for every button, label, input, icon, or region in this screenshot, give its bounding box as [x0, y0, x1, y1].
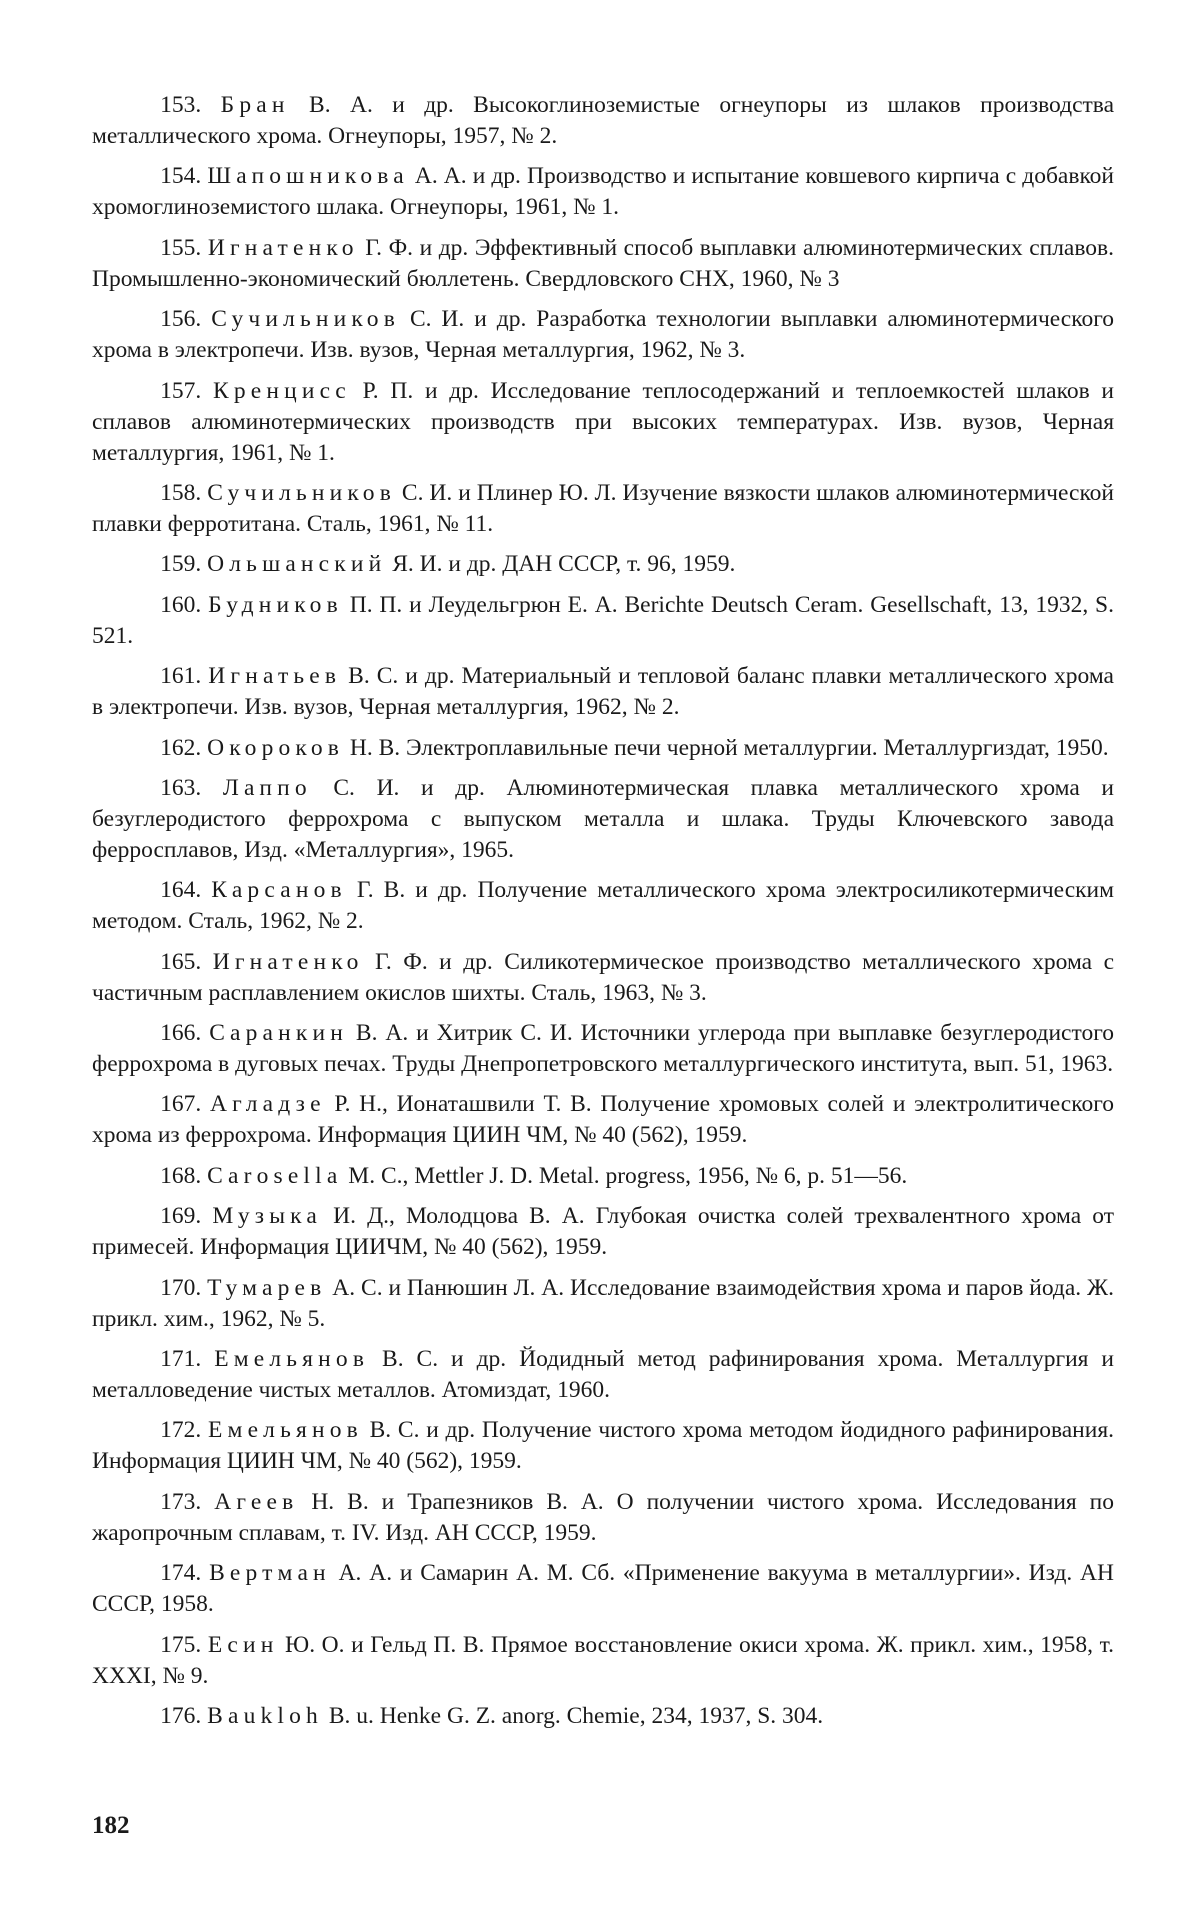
reference-text: В. А. и Хитрик С. И. Источники углерода при выплавке безуглеродистого феррохрома в дуговых печах. Труды Днепропетровского металлургического института, вып. 51, 1963. — [92, 1020, 1114, 1078]
reference-text: И. Д., Молодцова В. А. Глубокая очистка солей трехвалентного хрома от примесей. Информация ЦИИЧМ, № 40 (562), 1959. — [92, 1203, 1114, 1261]
reference-number: 164. — [160, 877, 202, 904]
reference-entry — [92, 1344, 1114, 1406]
reference-text: В. А. и др. Высокоглиноземистые огнеупоры из шлаков производства металлического хрома. Огнеупоры, 1957, № 2. — [92, 92, 1115, 149]
reference-number: 172. — [160, 1417, 202, 1444]
reference-number: 176. — [160, 1702, 202, 1729]
reference-entry — [92, 549, 1114, 580]
reference-author: Агеев — [214, 1488, 299, 1515]
reference-number: 155. — [160, 234, 202, 261]
reference-entry — [92, 1487, 1114, 1549]
reference-entry — [92, 773, 1114, 866]
reference-entry — [92, 661, 1114, 723]
reference-author: Тумарев — [207, 1274, 327, 1301]
reference-text: M. C., Mettler J. D. Metal. progress, 1956, № 6, p. 51—56. — [342, 1162, 908, 1189]
reference-author: Будников — [208, 591, 343, 618]
reference-number: 169. — [160, 1203, 202, 1230]
reference-entry — [92, 947, 1114, 1009]
reference-number: 162. — [160, 734, 202, 761]
reference-entry — [92, 733, 1114, 764]
reference-text: С. И. и др. Алюминотермическая плавка металлического хрома и безуглеродистого феррохрома с выпуском металла и шлака. Труды Ключевского завода ферросплавов, Изд. «Металлургия», 1965. — [92, 774, 1115, 863]
reference-text: В. С. и др. Материальный и тепловой баланс плавки металлического хрома в электропечи. Изв. вузов, Черная металлургия, 1962, № 2. — [92, 663, 1114, 721]
reference-entry — [92, 1161, 1114, 1192]
reference-entry — [92, 90, 1114, 152]
reference-text: Р. П. и др. Исследование теплосодержаний и теплоемкостей шлаков и сплавов алюминотермических производств при высоких температурах. Изв. вузов, Черная металлургия, 1961, № 1. — [92, 377, 1115, 466]
reference-entry — [92, 1201, 1114, 1263]
reference-text: А. С. и Панюшин Л. А. Исследование взаимодействия хрома и паров йода. Ж. прикл. хим., 1962, № 5. — [92, 1274, 1114, 1332]
reference-author: Музыка — [212, 1203, 323, 1230]
reference-author: Сучильников — [211, 306, 400, 333]
reference-author: Бран — [220, 92, 290, 118]
reference-author: Есин — [207, 1631, 279, 1658]
reference-text: С. И. и Плинер Ю. Л. Изучение вязкости шлаков алюминотермической плавки ферротитана. Сталь, 1961, № 11. — [92, 479, 1114, 537]
reference-author: Carosella — [207, 1162, 343, 1189]
reference-number: 168. — [160, 1162, 202, 1189]
reference-list — [92, 90, 1114, 1741]
reference-entry — [92, 376, 1114, 469]
reference-entry — [92, 875, 1114, 937]
reference-entry — [92, 1089, 1114, 1151]
reference-text: Я. И. и др. ДАН СССР, т. 96, 1959. — [386, 551, 736, 578]
reference-author: Кренцисс — [213, 377, 351, 404]
reference-author: Baukloh — [207, 1702, 323, 1729]
reference-author: Саранкин — [209, 1020, 348, 1047]
reference-author: Карсанов — [211, 877, 347, 904]
reference-text: Г. Ф. и др. Эффективный способ выплавки алюминотермических сплавов. Промышленно-экономический бюллетень. Свердловского СНХ, 1960, № 3 — [92, 234, 1115, 292]
reference-entry — [92, 590, 1114, 652]
reference-text: Р. Н., Ионаташвили Т. В. Получение хромовых солей и электролитического хрома из феррохрома. Информация ЦИИН ЧМ, № 40 (562), 1959. — [92, 1091, 1115, 1149]
reference-entry — [92, 1018, 1114, 1080]
reference-number: 167. — [160, 1091, 202, 1118]
reference-number: 173. — [160, 1488, 202, 1515]
reference-entry — [92, 161, 1114, 223]
reference-author: Лаппо — [222, 774, 312, 801]
reference-text: Г. Ф. и др. Силикотермическое производство металлического хрома с частичным расплавлением окислов шихты. Сталь, 1963, № 3. — [92, 948, 1115, 1006]
reference-entry — [92, 304, 1114, 366]
reference-entry — [92, 1415, 1114, 1477]
reference-number: 171. — [160, 1346, 202, 1373]
reference-entry — [92, 1630, 1114, 1692]
reference-author: Вертман — [209, 1560, 331, 1587]
reference-text: B. u. Henke G. Z. anorg. Chemie, 234, 1937, S. 304. — [322, 1702, 824, 1729]
reference-author: Емельянов — [214, 1346, 370, 1373]
reference-number: 158. — [160, 479, 202, 506]
reference-entry — [92, 1558, 1114, 1620]
reference-text: А. А. и Самарин А. М. Сб. «Применение вакуума в металлургии». Изд. АН СССР, 1958. — [92, 1560, 1114, 1618]
reference-text: С. И. и др. Разработка технологии выплавки алюминотермического хрома в электропечи. Изв. вузов, Черная металлургия, 1962, № 3. — [92, 306, 1115, 364]
reference-number: 161. — [160, 663, 202, 690]
reference-number: 175. — [160, 1631, 202, 1658]
reference-text: Ю. О. и Гельд П. В. Прямое восстановление окиси хрома. Ж. прикл. хим., 1958, т. XXXI, № 9. — [92, 1631, 1115, 1689]
reference-entry — [92, 1701, 1114, 1732]
reference-author: Окороков — [207, 734, 345, 761]
reference-author: Игнатенко — [212, 948, 364, 975]
reference-entry — [92, 1273, 1114, 1335]
reference-text: Н. В. Электроплавильные печи черной металлургии. Металлургиздат, 1950. — [344, 734, 1109, 761]
reference-author: Шапошникова — [207, 163, 409, 190]
reference-number: 170. — [160, 1274, 202, 1301]
reference-number: 159. — [160, 551, 202, 578]
reference-text: В. С. и др. Йодидный метод рафинирования хрома. Металлургия и металловедение чистых металлов. Атомиздат, 1960. — [92, 1346, 1115, 1404]
reference-text: П. П. и Леудельгрюн Е. А. Berichte Deutsch Ceram. Gesellschaft, 13, 1932, S. 521. — [92, 591, 1114, 649]
reference-text: А. А. и др. Производство и испытание ковшевого кирпича с добавкой хромоглиноземистого шлака. Огнеупоры, 1961, № 1. — [92, 163, 1115, 221]
reference-author: Емельянов — [208, 1417, 363, 1444]
reference-author: Игнатенко — [207, 234, 359, 261]
reference-number: 160. — [160, 591, 202, 618]
reference-number: 165. — [160, 948, 202, 975]
reference-text: Н. В. и Трапезников В. А. О получении чистого хрома. Исследования по жаропрочным сплавам, т. IV. Изд. АН СССР, 1959. — [92, 1488, 1114, 1546]
reference-number: 157. — [160, 377, 202, 404]
reference-text: В. С. и др. Получение чистого хрома методом йодидного рафинирования. Информация ЦИИН ЧМ, № 40 (562), 1959. — [92, 1417, 1114, 1475]
reference-author: Ольшанский — [207, 551, 387, 578]
reference-number: 163. — [160, 774, 202, 801]
reference-author: Агладзе — [209, 1091, 326, 1118]
reference-number: 166. — [160, 1020, 202, 1047]
reference-entry — [92, 478, 1114, 540]
reference-text: Г. В. и др. Получение металлического хрома электросиликотермическим методом. Сталь, 1962, № 2. — [92, 877, 1114, 935]
reference-entry — [92, 233, 1114, 295]
reference-number: 156. — [160, 306, 202, 333]
reference-author: Сучильников — [207, 479, 396, 506]
reference-number: 174. — [160, 1560, 202, 1587]
reference-number: 154. — [160, 163, 202, 190]
reference-number: 153. — [160, 92, 202, 118]
reference-author: Игнатьев — [208, 663, 342, 690]
page-number: 182 — [92, 1812, 130, 1839]
